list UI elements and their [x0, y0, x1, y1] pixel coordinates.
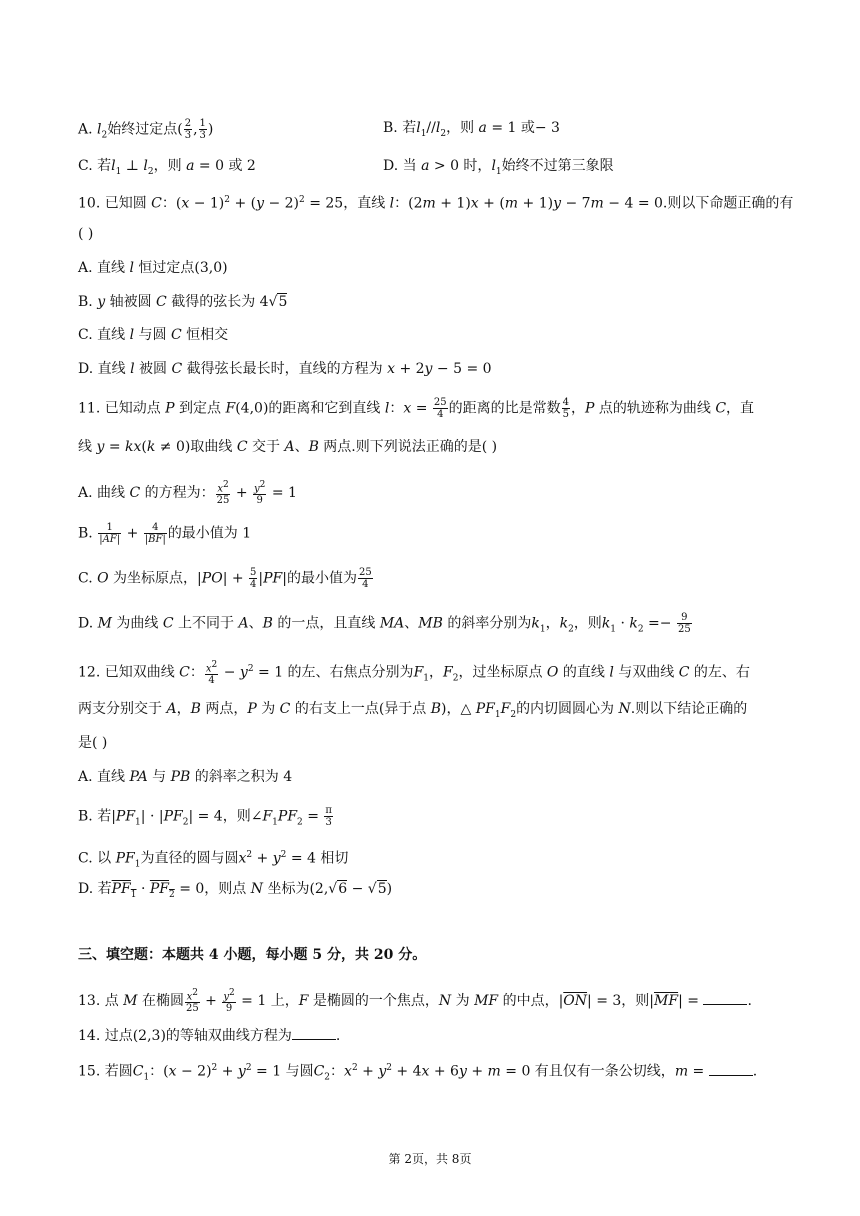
q10-option-c: C. 直线 l 与圆 C 恒相交 — [78, 327, 229, 343]
q13: 13. 点 M 在椭圆 $\frac{x^2}{25}$ + $\frac{y^2}{9}$ = 1 上，F 是椭圆的一个焦点，N 为 MF 的中点，$|\overline{ON}| = 3$，则$|\overline{MF}|$ = . — [78, 988, 752, 1015]
q11-stem-line1: 11. 已知动点 P 到定点 F(4,0)的距离和它到直线 l：x = $\frac{25}{4}$ 的距离的比是常数 $\frac{4}{5}$ ，P 点的轨迹称为曲线 C，直 — [78, 397, 755, 420]
q12-stem-line2: 两支分别交于 A，B 两点，P 为 C 的右支上一点(异于点 B)，△ $PF_1F_2$的内切圆圆心为 N.则以下结论正确的 — [78, 701, 748, 720]
q13-answer-blank — [703, 992, 747, 1005]
page-footer: 第 2页，共 8页 — [388, 1152, 472, 1166]
q10-option-b: B. y 轴被圆 C 截得的弦长为 4√5 — [78, 294, 288, 310]
q9-option-c: C. 若$l_1$ ⊥ $l_2$，则 a = 0 或 2 — [78, 158, 256, 177]
q10-stem: 10. 已知圆 C：$(x - 1)^2 + (y - 2)^2 = 25$，直线 l：(2m + 1)x + (m + 1)y − 7m − 4 = 0.则以下命题正确的有 — [78, 195, 794, 212]
q11-stem-line2: 线 y = kx(k ≠ 0)取曲线 C 交于 A、B 两点.则下列说法正确的是( ) — [78, 439, 498, 455]
q12-stem-line3: 是( ) — [78, 735, 108, 751]
q9-option-b: B. 若$l_1//l_2$，则 a = 1 或− 3 — [383, 120, 560, 139]
q11-option-b: B. $\frac{1}{|AF|}$ + $\frac{4}{|BF|}$ 的最小值为 1 — [78, 522, 252, 545]
q11-option-d: D. M 为曲线 C 上不同于 A、B 的一点，且直线 MA、MB 的斜率分别为$k_1$，$k_2$，则$k_1 \cdot k_2$ =− $\frac{9}{25}$ — [78, 612, 691, 635]
q12-stem-line1: 12. 已知双曲线 C： $\frac{x^2}{4}$ − $y^2 = 1$ 的左、右焦点分别为$F_1$，$F_2$，过坐标原点 O 的直线 l 与双曲线 C 的左、右 — [78, 659, 750, 686]
q12-option-a: A. 直线 PA 与 PB 的斜率之积为 4 — [78, 769, 293, 785]
q10-option-d: D. 直线 l 被圆 C 截得弦长最长时，直线的方程为 x + 2y − 5 = 0 — [78, 361, 492, 377]
q11-option-a: A. 曲线 C 的方程为： $\frac{x^2}{25}$ + $\frac{y^2}{9}$ = 1 — [78, 480, 297, 507]
section-fill-in-heading: 三、填空题：本题共 4 小题，每小题 5 分，共 20 分。 — [78, 947, 427, 963]
q14-answer-blank — [292, 1027, 336, 1040]
q12-option-d: D. 若$PF_1 \cdot PF_2 = 0$，则点 N 坐标为(2,√6 − √5) — [78, 881, 393, 900]
q14: 14. 过点(2,3)的等轴双曲线方程为 . — [78, 1028, 341, 1044]
q15: 15. 若圆$C_1$：$(x - 2)^2 + y^2 = 1$ 与圆$C_2$：$x^2 + y^2 + 4x + 6y + m = 0$ 有且仅有一条公切线，m = . — [78, 1063, 758, 1083]
q12-option-c: C. 以 $PF_1$为直径的圆与圆$x^2 + y^2 = 4$ 相切 — [78, 850, 349, 870]
q11-option-c: C. O 为坐标原点，|PO| + $\frac{5}{4}$ |PF|的最小值为 $\frac{25}{4}$ — [78, 567, 372, 590]
q15-answer-blank — [709, 1063, 753, 1076]
q9-option-a: A. $l_2$始终过定点( $\frac{2}{3}$ , $\frac{1}{3}$ ) — [78, 118, 214, 141]
q10-option-a: A. 直线 l 恒过定点(3,0) — [78, 260, 228, 276]
q9-option-d: D. 当 a > 0 时，$l_1$始终不过第三象限 — [383, 158, 614, 177]
q12-option-b: B. 若$|PF_1| \cdot |PF_2| = 4$，则$\angle F_1PF_2$ = $\frac{\pi}{3}$ — [78, 805, 332, 828]
q10-paren: ( ) — [78, 226, 94, 242]
